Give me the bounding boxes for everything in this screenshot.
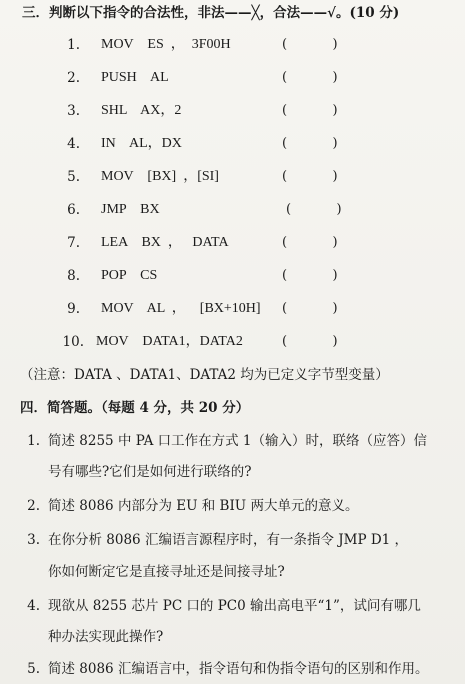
item-instruction: MOV DATA1，DATA2: [96, 334, 243, 349]
question-line: 号有哪些?它们是如何进行联络的?: [48, 464, 252, 480]
question-line: 你如何断定它是直接寻址还是间接寻址?: [48, 564, 285, 580]
variable-note: （注意：DATA 、DATA1、DATA2 均为已定义字节型变量）: [20, 367, 389, 383]
answer-blank: ( ): [282, 103, 338, 118]
item-instruction: POP CS: [101, 268, 158, 283]
item-number: 1.: [67, 37, 80, 53]
item-instruction: JMP BX: [101, 202, 160, 217]
answer-blank: ( ): [286, 202, 342, 217]
item-number: 5.: [67, 169, 80, 185]
question-number: 1.: [27, 433, 40, 449]
item-number: 2.: [67, 70, 80, 86]
item-instruction: MOV AL ， [BX+10H]: [101, 301, 261, 316]
section-4-heading: 四．简答题。（每题 4 分，共 20 分）: [20, 400, 250, 416]
question-number: 5.: [27, 661, 40, 677]
item-number: 7.: [67, 235, 80, 251]
item-number: 3.: [67, 103, 80, 119]
answer-blank: ( ): [282, 169, 338, 184]
item-number: 9.: [67, 301, 80, 317]
answer-blank: ( ): [282, 136, 338, 151]
item-instruction: SHL AX，2: [101, 103, 182, 118]
answer-blank: ( ): [282, 334, 338, 349]
question-number: 2.: [27, 498, 40, 514]
item-instruction: MOV [BX] ，[SI]: [101, 169, 219, 184]
question-line: 在你分析 8086 汇编语言源程序时，有一条指令 JMP D1 ，: [48, 532, 409, 548]
item-instruction: MOV ES ， 3F00H: [101, 37, 231, 52]
item-instruction: IN AL，DX: [101, 136, 182, 151]
answer-blank: ( ): [282, 268, 338, 283]
answer-blank: ( ): [282, 235, 338, 250]
answer-blank: ( ): [282, 301, 338, 316]
item-number: 8.: [67, 268, 80, 284]
question-number: 3.: [27, 532, 40, 548]
question-line: 简述 8086 汇编语言中，指令语句和伪指令语句的区别和作用。: [48, 661, 429, 677]
item-number: 4.: [67, 136, 80, 152]
question-number: 4.: [27, 598, 40, 614]
question-line: 现欲从 8255 芯片 PC 口的 PC0 输出高电平“1”，试问有哪几: [48, 598, 421, 614]
question-line: 简述 8255 中 PA 口工作在方式 1（输入）时，联络（应答）信: [48, 433, 427, 449]
section-3-heading: 三．判断以下指令的合法性，非法——╳，合法——√。(10 分): [22, 5, 400, 21]
answer-blank: ( ): [282, 70, 338, 85]
question-line: 种办法实现此操作?: [48, 629, 164, 645]
item-instruction: LEA BX ， DATA: [101, 235, 229, 250]
item-instruction: PUSH AL: [101, 70, 169, 85]
item-number: 10.: [62, 334, 84, 350]
question-line: 简述 8086 内部分为 EU 和 BIU 两大单元的意义。: [48, 498, 359, 514]
answer-blank: ( ): [282, 37, 338, 52]
item-number: 6.: [67, 202, 80, 218]
